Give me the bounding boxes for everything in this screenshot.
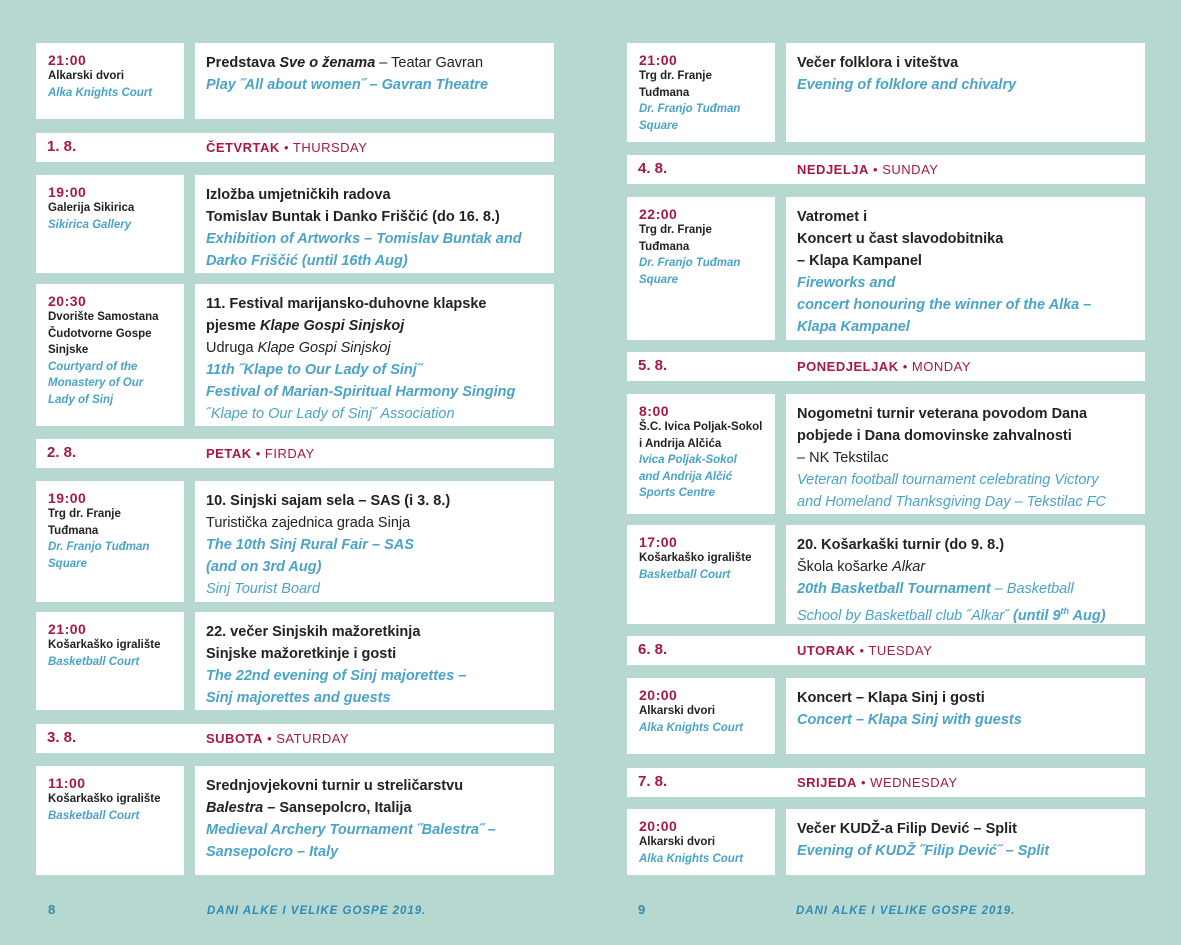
day-date: 5. 8. [638, 357, 668, 374]
venue-en: and Andrija Alčić [639, 470, 733, 483]
event-time-venue [627, 809, 775, 875]
event-description [195, 766, 554, 875]
day-name: SRIJEDA • WEDNESDAY [797, 775, 958, 790]
event-time-venue [36, 612, 184, 710]
event-organizer-italic: Klape Gospi Sinjskoj [257, 340, 391, 356]
event-title-en: Darko Friščić (until 16th Aug) [206, 253, 408, 269]
event-time-venue [627, 678, 775, 754]
event-title: – Klapa Kampanel [797, 253, 922, 269]
event-time: 21:00 [48, 52, 87, 68]
venue-hr: i Andrija Alčića [639, 437, 722, 450]
event-title: Izložba umjetničkih radova [206, 187, 391, 203]
event-title-en: Exhibition of Artworks – Tomislav Buntak and [206, 231, 522, 247]
page-number: 9 [638, 902, 646, 917]
event-organizer: Udruga [206, 340, 258, 356]
event-title-en: Medieval Archery Tournament ˝Balestra˝ – [206, 822, 496, 838]
day-header [627, 636, 1145, 665]
venue-en: Courtyard of the [48, 360, 138, 373]
venue-en: Basketball Court [639, 568, 731, 581]
event-time-venue [627, 197, 775, 340]
event-title-en: The 10th Sinj Rural Fair – SAS [206, 537, 414, 553]
day-name: UTORAK • TUESDAY [797, 643, 933, 658]
day-date: 2. 8. [47, 444, 77, 461]
event-title: 10. Sinjski sajam sela – SAS (i 3. 8.) [206, 493, 451, 509]
event-title: 22. večer Sinjskih mažoretkinja [206, 624, 421, 640]
event-title-en: Klapa Kampanel [797, 319, 910, 335]
event-title-en: Fireworks and [797, 275, 896, 291]
venue-en: Lady of Sinj [48, 393, 114, 406]
day-name: SUBOTA • SATURDAY [206, 731, 350, 746]
event-title: Srednjovjekovni turnir u streličarstvu [206, 778, 464, 794]
event-time-venue [36, 284, 184, 426]
event-description [786, 525, 1145, 624]
event-title: Sinjske mažoretkinje i gosti [206, 646, 397, 662]
event-title-italic: Sve o ženama [279, 55, 376, 71]
venue-en: Basketball Court [48, 655, 140, 668]
event-organizer: Turistička zajednica grada Sinja [206, 515, 411, 531]
day-header [36, 439, 554, 468]
event-time: 8:00 [639, 403, 670, 419]
event-description [195, 175, 554, 273]
event-title: 11. Festival marijansko-duhovne klapske [206, 296, 487, 312]
event-title-en: Veteran football tournament celebrating Victory [797, 472, 1099, 488]
event-title-en: Sinj majorettes and guests [206, 690, 391, 706]
event-time: 21:00 [639, 52, 678, 68]
event-organizer-en: ˝Klape to Our Lady of Sinj˝ Association [206, 406, 455, 422]
event-time-venue [627, 394, 775, 514]
venue-hr: Š.C. Ivica Poljak-Sokol [639, 421, 763, 433]
day-name: ČETVRTAK • THURSDAY [206, 140, 368, 155]
event-time-venue [36, 766, 184, 875]
event-description [786, 43, 1145, 142]
event-title: pobjede i Dana domovinske zahvalnosti [797, 428, 1072, 444]
day-name: PONEDJELJAK • MONDAY [797, 359, 971, 374]
venue-hr: Košarkaško igralište [48, 639, 161, 651]
day-header [627, 768, 1145, 797]
event-description [786, 809, 1145, 875]
day-header [36, 724, 554, 753]
venue-en: Alka Knights Court [48, 86, 153, 99]
venue-hr: Galerija Sikirica [48, 202, 135, 214]
venue-hr: Dvorište Samostana [48, 311, 159, 323]
event-time: 11:00 [48, 775, 86, 791]
venue-en: Monastery of Our [48, 377, 144, 389]
event-title-en: Evening of folklore and chivalry [797, 77, 1017, 93]
event-description [195, 481, 554, 602]
event-time: 19:00 [48, 490, 87, 506]
event-time: 21:00 [48, 621, 87, 637]
day-date: 7. 8. [638, 773, 668, 790]
venue-en: Alka Knights Court [639, 721, 744, 734]
event-organizer: – Teatar Gavran [375, 55, 484, 71]
event-title-en: Sansepolcro – Italy [206, 844, 339, 860]
event-title: 20. Košarkaški turnir (do 9. 8.) [797, 537, 1005, 553]
day-date: 1. 8. [47, 138, 77, 155]
event-title-en: Evening of KUDŽ ˝Filip Dević˝ – Split [797, 843, 1050, 859]
venue-en: Dr. Franjo Tuđman [48, 541, 150, 553]
venue-en: Sikirica Gallery [48, 218, 132, 231]
venue-hr: Alkarski dvori [639, 705, 716, 717]
venue-hr: Tuđmana [639, 240, 690, 253]
event-title-en: Festival of Marian-Spiritual Harmony Singing [206, 384, 516, 400]
event-time-venue [36, 43, 184, 119]
event-organizer-en: Sinj Tourist Board [206, 581, 320, 597]
day-date: 6. 8. [638, 641, 668, 658]
venue-en: Square [48, 557, 87, 570]
event-dates-en: (until 9th Aug) [1013, 606, 1106, 624]
event-title-en: (and on 3rd Aug) [206, 559, 322, 575]
day-header [627, 155, 1145, 184]
venue-en: Ivica Poljak-Sokol [639, 454, 737, 466]
event-time: 20:00 [639, 687, 678, 703]
venue-hr: Sinjske [48, 344, 89, 356]
event-organizer-en: School by Basketball club ˝Alkar˝ [797, 607, 1013, 624]
event-description [195, 284, 554, 426]
venue-en: Basketball Court [48, 809, 140, 822]
event-time: 17:00 [639, 534, 678, 550]
day-name: PETAK • FIRDAY [206, 446, 315, 461]
event-organizer-en: – Basketball [990, 581, 1074, 597]
event-title: Večer KUDŽ-a Filip Dević – Split [797, 821, 1017, 837]
event-time: 20:00 [639, 818, 678, 834]
event-organizer: – NK Tekstilac [797, 450, 889, 466]
event-description [786, 394, 1145, 514]
event-time-venue [627, 43, 775, 142]
event-title-en: Play ˝All about women˝ – Gavran Theatre [206, 77, 489, 93]
event-title-en: 20th Basketball Tournament [797, 581, 991, 597]
day-header [627, 352, 1145, 381]
venue-hr: Trg dr. Franje [48, 508, 121, 520]
day-date: 3. 8. [47, 729, 77, 746]
venue-en: Dr. Franjo Tuđman [639, 103, 741, 115]
venue-hr: Čudotvorne Gospe [48, 327, 152, 340]
day-header [36, 133, 554, 162]
event-title-italic: Balestra [206, 800, 264, 816]
event-title: Koncert u čast slavodobitnika [797, 231, 1004, 247]
event-title-en: and Homeland Thanksgiving Day – Tekstilac FC [797, 494, 1106, 510]
event-title-en: concert honouring the winner of the Alka – [797, 297, 1092, 313]
event-title: Večer folklora i viteštva [797, 55, 959, 71]
venue-en: Square [639, 273, 678, 286]
event-title: – Sansepolcro, Italija [263, 800, 412, 816]
event-description [786, 678, 1145, 754]
venue-en: Dr. Franjo Tuđman [639, 257, 741, 269]
event-time-venue [627, 525, 775, 624]
event-organizer: Škola košarke [797, 559, 893, 575]
event-description [786, 197, 1145, 340]
event-title-italic: Klape Gospi Sinjskoj [260, 318, 405, 334]
page-footer: DANI ALKE I VELIKE GOSPE 2019. [796, 905, 1016, 917]
event-organizer-italic: Alkar [892, 559, 926, 575]
venue-hr: Tuđmana [639, 86, 690, 99]
venue-en: Square [639, 119, 678, 132]
venue-hr: Tuđmana [48, 524, 99, 537]
event-time-venue [36, 175, 184, 273]
venue-hr: Alkarski dvori [48, 70, 125, 82]
page-number: 8 [48, 902, 56, 917]
venue-hr: Trg dr. Franje [639, 70, 712, 82]
event-title: Nogometni turnir veterana povodom Dana [797, 406, 1088, 422]
event-title-en: 11th ˝Klape to Our Lady of Sinj˝ [206, 362, 422, 378]
venue-en: Alka Knights Court [639, 852, 744, 865]
event-title: Predstava [206, 55, 280, 71]
event-time: 19:00 [48, 184, 87, 200]
day-name: NEDJELJA • SUNDAY [797, 162, 939, 177]
event-title: Koncert – Klapa Sinj i gosti [797, 690, 985, 706]
event-title: pjesme [206, 318, 260, 334]
venue-hr: Alkarski dvori [639, 836, 716, 848]
event-title-en: Concert – Klapa Sinj with guests [797, 712, 1022, 728]
event-title: Vatromet i [797, 209, 868, 225]
event-time-venue [36, 481, 184, 602]
venue-hr: Trg dr. Franje [639, 224, 712, 236]
event-title-en: The 22nd evening of Sinj majorettes – [206, 668, 467, 684]
page-footer: DANI ALKE I VELIKE GOSPE 2019. [207, 905, 427, 917]
venue-hr: Košarkaško igralište [48, 793, 161, 805]
venue-hr: Košarkaško igralište [639, 552, 752, 564]
event-description [195, 43, 554, 119]
event-description [195, 612, 554, 710]
venue-en: Sports Centre [639, 487, 716, 499]
event-time: 22:00 [639, 206, 678, 222]
event-title: Tomislav Buntak i Danko Friščić (do 16. 8.) [206, 209, 500, 225]
event-time: 20:30 [48, 293, 87, 309]
day-date: 4. 8. [638, 160, 668, 177]
